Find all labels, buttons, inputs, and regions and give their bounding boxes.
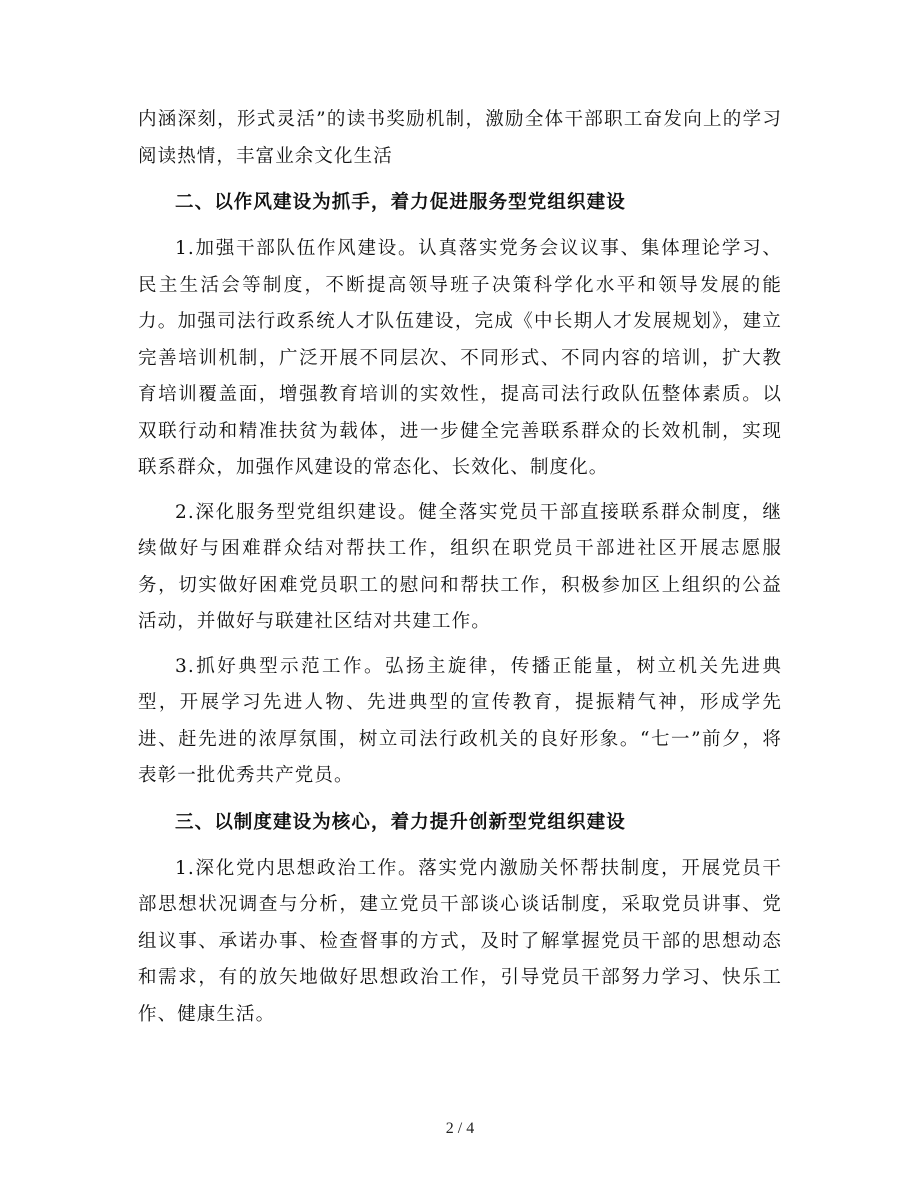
paragraph: 3.抓好典型示范工作。弘扬主旋律，传播正能量，树立机关先进典型，开展学习先进人物、先进典型的宣传教育，提振精气神，形成学先进、赶先进的浓厚氛围，树立司法行政机关的良好形象。“七一”前夕，将表彰一批优秀共产党员。 bbox=[138, 655, 782, 786]
paragraph: 1.加强干部队伍作风建设。认真落实党务会议议事、集体理论学习、民主生活会等制度，不断提高领导班子决策科学化水平和领导发展的能力。加强司法行政系统人才队伍建设，完成《中长期人才发展规划》，建立完善培训机制，广泛开展不同层次、不同形式、不同内容的培训，扩大教育培训覆盖面，增强教育培训的实效性，提高司法行政队伍整体素质。以双联行动和精准扶贫为载体，进一步健全完善联系群众的长效机制，实现联系群众，加强作风建设的常态化、长效化、制度化。 bbox=[138, 238, 782, 478]
document-body bbox=[138, 102, 782, 1033]
section-two bbox=[138, 185, 782, 795]
section-heading: 二、以作风建设为抓手，着力促进服务型党组织建设 bbox=[175, 192, 626, 213]
paragraph: 1.深化党内思想政治工作。落实党内激励关怀帮扶制度，开展党员干部思想状况调查与分析，建立党员干部谈心谈话制度，采取党员讲事、党组议事、承诺办事、检查督事的方式，及时了解掌握党员干部的思想动态和需求，有的放矢地做好思想政治工作，引导党员干部努力学习、快乐工作、健康生活。 bbox=[138, 857, 782, 1025]
section-heading: 三、以制度建设为核心，着力提升创新型党组织建设 bbox=[175, 811, 626, 833]
page-number: 2 / 4 bbox=[445, 1120, 475, 1137]
intro-paragraph: 内涵深刻，形式灵活”的读书奖励机制，激励全体干部职工奋发向上的学习阅读热情，丰富业余文化生活 bbox=[138, 109, 782, 167]
section-three bbox=[138, 805, 782, 1034]
paragraph: 2.深化服务型党组织建设。健全落实党员干部直接联系群众制度，继续做好与困难群众结对帮扶工作，组织在职党员干部进社区开展志愿服务，切实做好困难党员职工的慰问和帮扶工作，积极参加区上组织的公益活动，并做好与联建社区结对共建工作。 bbox=[138, 501, 782, 632]
